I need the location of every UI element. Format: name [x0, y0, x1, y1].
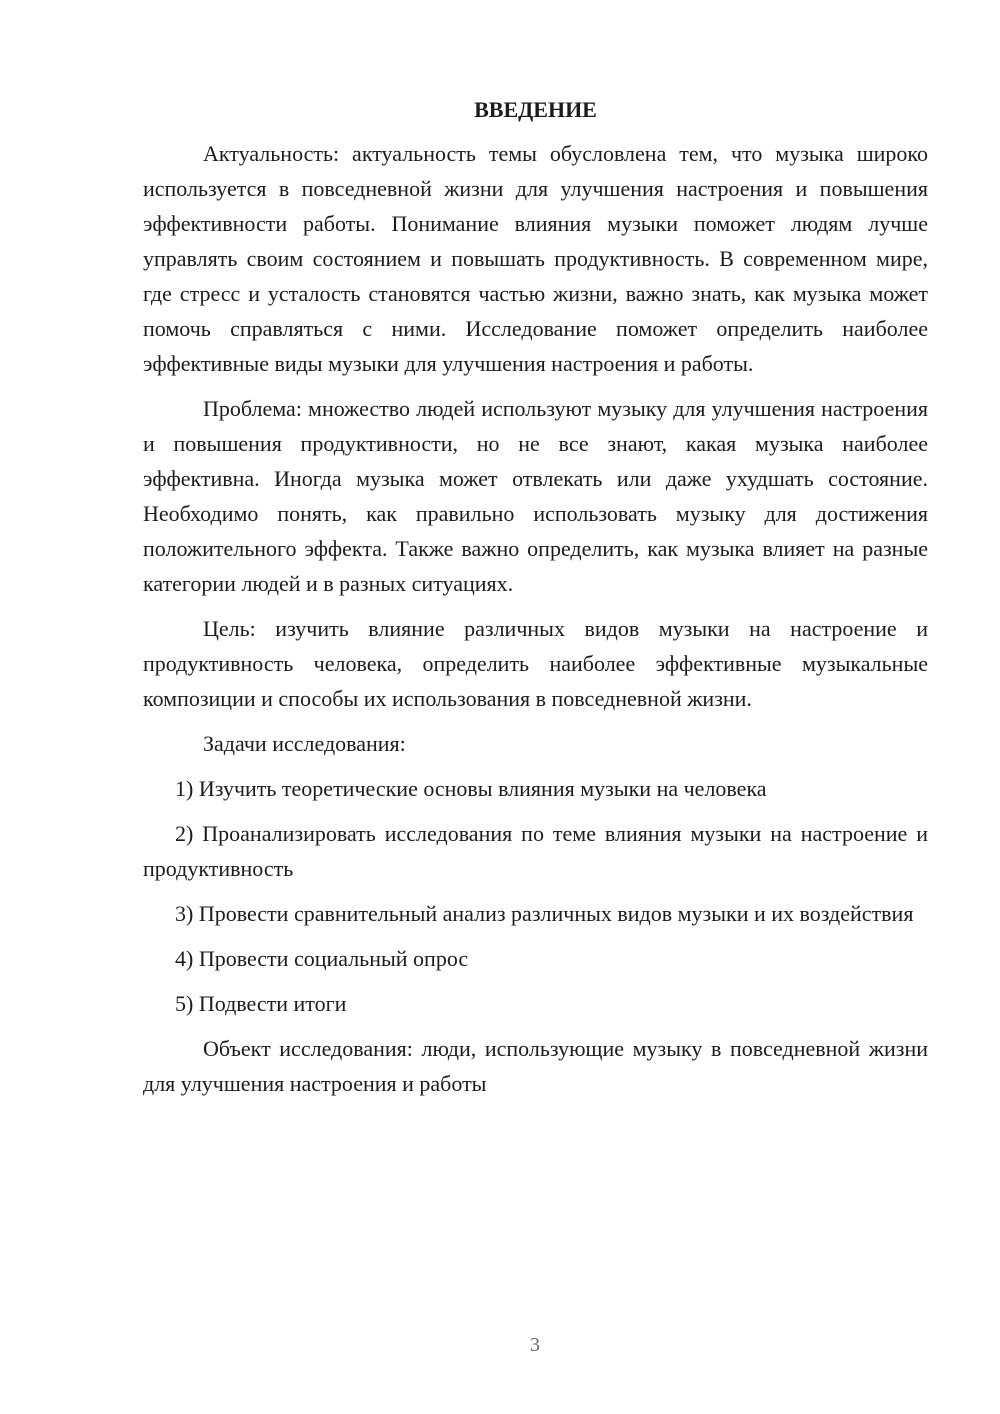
paragraph-problem: Проблема: множество людей используют музыку для улучшения настроения и повышения продуктивности, но не все знают, какая музыка наиболее эффективна. Иногда музыка может отвлекать или даже ухудшать состояние. Необходимо понять, как правильно использовать музыку для достижения положительного эффекта. Также важно определить, как музыка влияет на разные категории людей и в разных ситуациях.: [143, 396, 928, 596]
page-number: 3: [530, 1334, 540, 1356]
tasks-heading: Задачи исследования:: [203, 731, 406, 756]
paragraph-goal: Цель: изучить влияние различных видов музыки на настроение и продуктивность человека, определить наиболее эффективные музыкальные композиции и способы их использования в повседневной жизни.: [143, 616, 928, 711]
task-item: 3) Провести сравнительный анализ различных видов музыки и их воздействия: [175, 901, 914, 926]
task-item: 1) Изучить теоретические основы влияния музыки на человека: [175, 776, 767, 801]
task-item: 2) Проанализировать исследования по теме влияния музыки на настроение и продуктивность: [143, 821, 928, 881]
paragraph-object: Объект исследования: люди, использующие музыку в повседневной жизни для улучшения настроения и работы: [143, 1036, 928, 1096]
page-content: [143, 95, 928, 1111]
task-item: 5) Подвести итоги: [175, 991, 347, 1016]
page-title: ВВЕДЕНИЕ: [474, 97, 597, 122]
task-item: 4) Провести социальный опрос: [175, 946, 469, 971]
paragraph-relevance: Актуальность: актуальность темы обусловлена тем, что музыка широко используется в повседневной жизни для улучшения настроения и повышения эффективности работы. Понимание влияния музыки поможет людям лучше управлять своим состоянием и повышать продуктивность. В современном мире, где стресс и усталость становятся частью жизни, важно знать, как музыка может помочь справляться с ними. Исследование поможет определить наиболее эффективные виды музыки для улучшения настроения и работы.: [143, 141, 928, 376]
